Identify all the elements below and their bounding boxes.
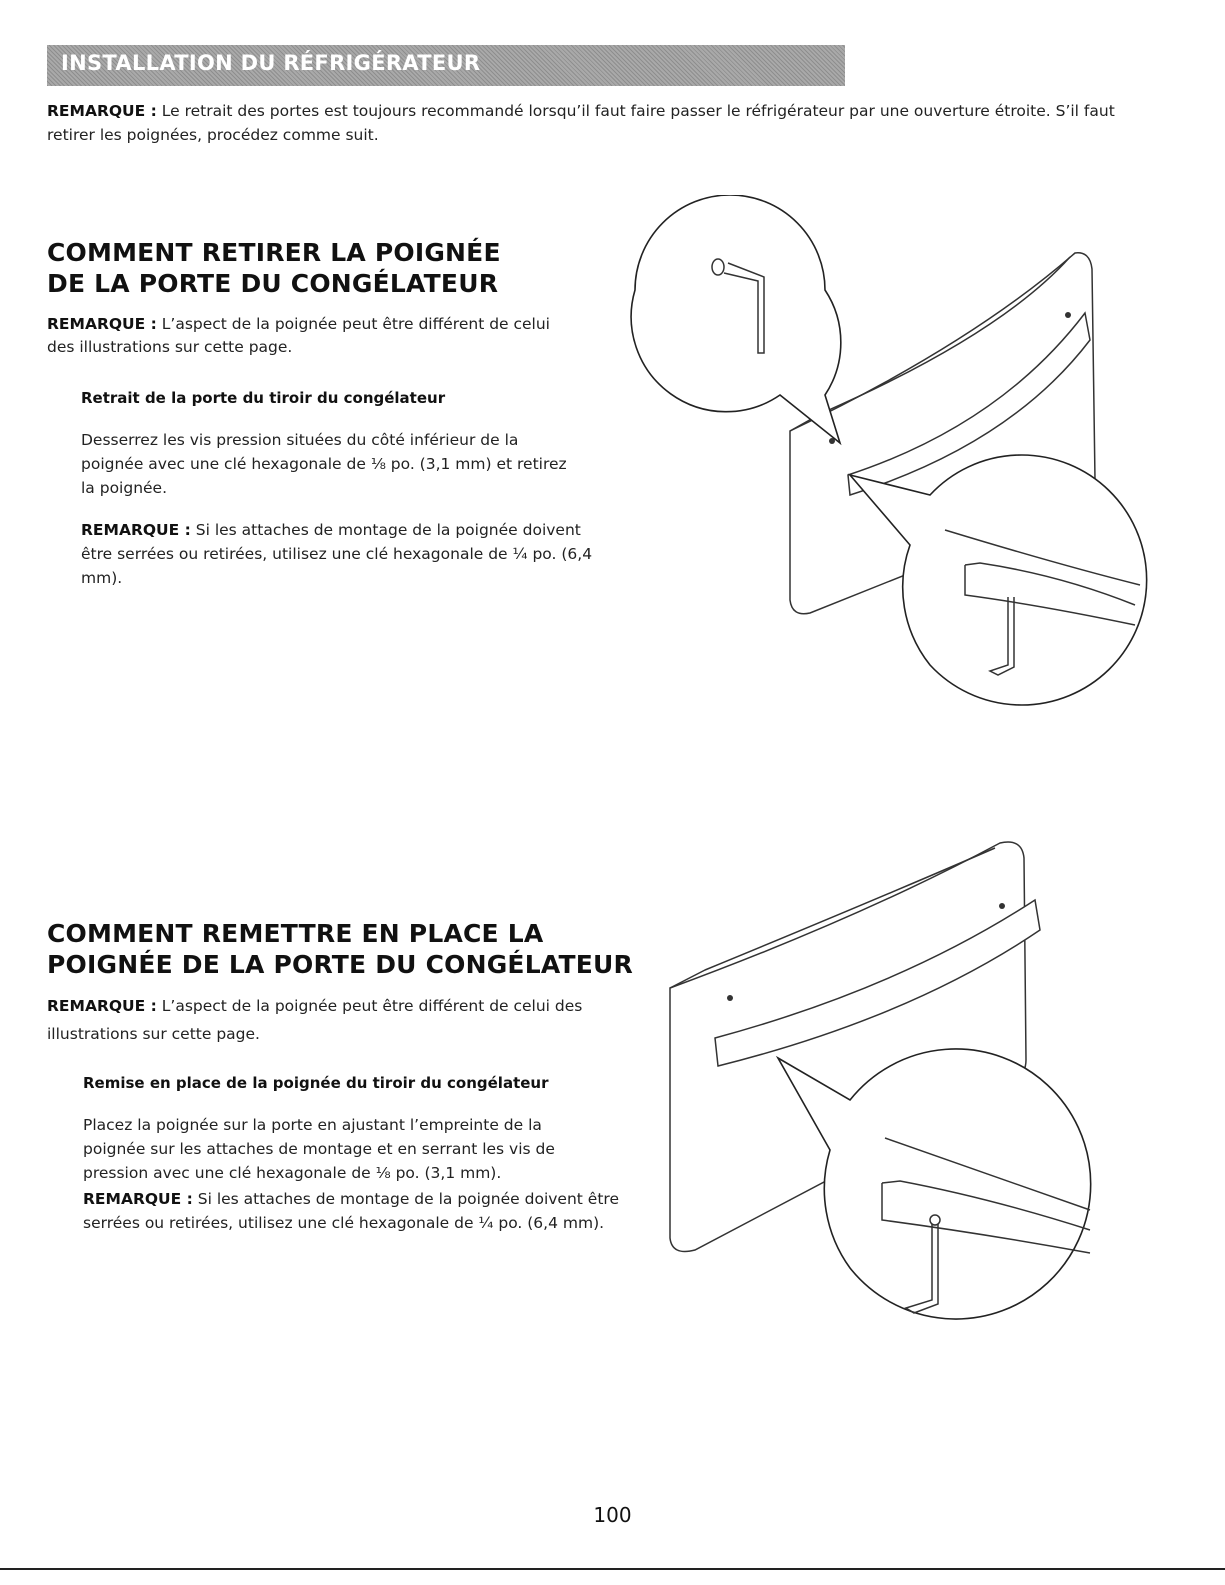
magnifier-upper bbox=[631, 195, 841, 443]
mounting-screw bbox=[999, 903, 1005, 909]
section2-note2 bbox=[83, 1187, 623, 1235]
intro-note-label: REMARQUE : bbox=[47, 102, 157, 120]
page-number: 100 bbox=[593, 1503, 632, 1527]
section-banner bbox=[47, 45, 845, 86]
mounting-screw bbox=[1065, 312, 1071, 318]
section2-title-line1: COMMENT REMETTRE EN PLACE LA bbox=[47, 919, 544, 948]
section2-note2-text: Si les attaches de montage de la poignée doivent être serrées ou retirées, utilisez une clé hexagonale de ¼ po. (6,4 mm). bbox=[83, 1190, 619, 1232]
section1-note2-text: Si les attaches de montage de la poignée doivent être serrées ou retirées, utilisez une clé hexagonale de ¼ po. (6,4 mm). bbox=[81, 521, 593, 587]
section1-note bbox=[47, 313, 567, 359]
section2-note2-label: REMARQUE : bbox=[83, 1190, 193, 1208]
mounting-screw bbox=[727, 995, 733, 1001]
section2-note-text: L’aspect de la poignée peut être différent de celui des illustrations sur cette page. bbox=[47, 997, 583, 1043]
handle-installation-illustration bbox=[660, 838, 1160, 1378]
section2-body: Placez la poignée sur la porte en ajustant l’empreinte de la poignée sur les attaches de montage et en serrant les vis de pression avec une clé hexagonale de ⅛ po. (3,1 mm). bbox=[83, 1116, 555, 1182]
section2-title bbox=[47, 918, 647, 980]
bottom-rule bbox=[0, 1568, 1225, 1570]
section2-note-label: REMARQUE : bbox=[47, 997, 157, 1015]
banner-title: INSTALLATION DU RÉFRIGÉRATEUR bbox=[61, 51, 481, 75]
section1-title-line2: DE LA PORTE DU CONGÉLATEUR bbox=[47, 269, 499, 298]
section1-note-text: L’aspect de la poignée peut être différent de celui des illustrations sur cette page. bbox=[47, 315, 550, 356]
section1-title bbox=[47, 237, 607, 299]
handle-removal-illustration bbox=[600, 195, 1160, 765]
section2-title-line2: POIGNÉE DE LA PORTE DU CONGÉLATEUR bbox=[47, 950, 633, 979]
section1-subheading: Retrait de la porte du tiroir du congélateur bbox=[81, 389, 446, 407]
intro-note bbox=[47, 99, 1167, 147]
section1-note-label: REMARQUE : bbox=[47, 315, 157, 333]
magnifier-lower bbox=[778, 1049, 1091, 1319]
section1-note2 bbox=[81, 518, 611, 590]
section2-subheading: Remise en place de la poignée du tiroir du congélateur bbox=[83, 1074, 549, 1092]
section2-note bbox=[47, 992, 587, 1048]
intro-note-text: Le retrait des portes est toujours recommandé lorsqu’il faut faire passer le réfrigérateur par une ouverture étroite. S’il faut retirer les poignées, procédez comme suit. bbox=[47, 102, 1115, 144]
section1-title-line1: COMMENT RETIRER LA POIGNÉE bbox=[47, 238, 501, 267]
section1-body: Desserrez les vis pression situées du côté inférieur de la poignée avec une clé hexagonale de ⅛ po. (3,1 mm) et retirez la poignée. bbox=[81, 431, 567, 497]
section1-note2-label: REMARQUE : bbox=[81, 521, 191, 539]
